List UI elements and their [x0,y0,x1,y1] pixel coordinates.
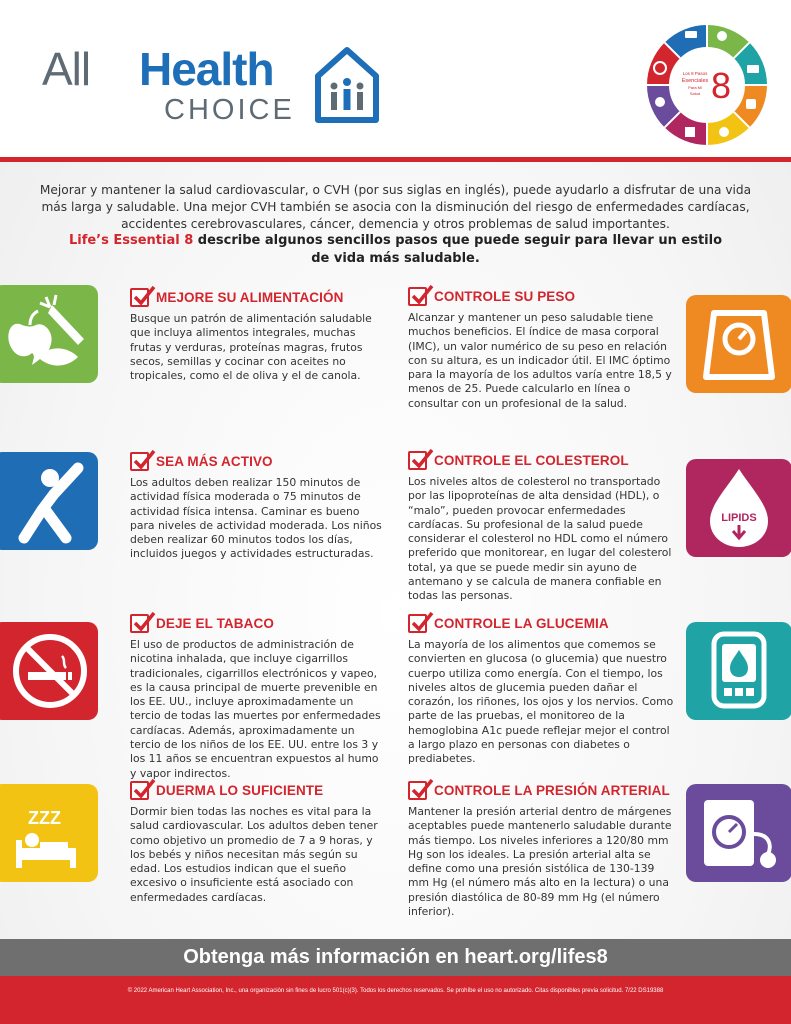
house-people-icon [312,42,382,124]
intro-summary-text: describe algunos sencillos pasos que puede seguir para llevar un estilo de vida más saludable. [193,233,723,266]
sleep-zzz-text: ZZZ [28,808,61,828]
glucose-body: La mayoría de los alimentos que comemos se convierten en glucosa (o glucemia) que nuestro cuerpo utiliza como energía. Con el tiempo, los niveles altos de glucemia pueden dañar el corazón, los riñones, los ojos y los nervios. Como parte de las pruebas, el monitoreo de la hemoglobina A1c puede reflejar mejor el control a largo plazo en personas con diabetes o prediabetes. [408,638,674,766]
glucose-meter-icon [686,622,791,720]
cholesterol-section [408,449,678,604]
glucose-title: CONTROLE LA GLUCEMIA [434,615,609,631]
tobacco-title: DEJE EL TABACO [156,615,274,631]
tobacco-section [130,612,386,781]
weight-section [408,285,676,411]
activity-body: Los adultos deben realizar 150 minutos de actividad física moderada o 75 minutos de actividad física intensa. Caminar es bueno para niveles de actividad moderada. Los niños deben realizar 60 minutos todos los días, incluidos juegos y actividades estructuradas. [130,476,382,561]
weight-title: CONTROLE SU PESO [434,288,576,304]
checkmark-icon [408,451,427,470]
cholesterol-body: Los niveles altos de colesterol no transportado por las lipoproteínas de alta densidad (HDL), o “malo”, pueden provocar enfermedades cardíacas. Su profesional de la salud puede considerar el colesterol no HDL como el número preferido que monitorear, en lugar del colesterol total, ya que se puede medir sin ayuno de antemano y se calcula de manera confiable en todas las personas. [408,475,672,603]
badge-text-line3: Para Mi [688,85,702,90]
cholesterol-tile [686,459,791,557]
checkmark-icon [408,614,427,633]
life-essential-8-highlight: Life’s Essential 8 [68,233,194,248]
glucose-tile [686,622,791,720]
stretching-person-icon [0,452,98,550]
diet-body: Busque un patrón de alimentación saludable que incluya alimentos integrales, muchas frutas y verduras, proteínas magras, frutos secos, semillas y cocinar con aceites no tropicales, como el de oliva y el de canola. [130,312,372,383]
header-divider [0,157,791,162]
badge-text-line2: Esenciales [681,78,709,84]
tobacco-body: El uso de productos de administración de nicotina inhalada, que incluye cigarrillos tradicionales, cigarrillos electrónicos y vapeo, es la causa principal de muerte prevenible en los EE. UU., incluye aproximadamente un tercio de todas las muertes por enfermedades cardíacas. Además, aproximadamente un tercio de los niños de los EE. UU. entre los 3 y los 11 años se encuentran expuestos al humo y vapor indirectos. [130,638,381,780]
lipids-label: LIPIDS [721,512,757,524]
intro-summary [60,232,731,268]
copyright-bar [0,976,791,1024]
checkmark-icon [130,614,149,633]
glucose-section [408,612,674,767]
checkmark-icon [408,781,427,800]
allhealth-choice-logo [42,42,382,127]
sleep-tile [0,784,98,882]
badge-number: 8 [710,65,732,106]
checkmark-icon [130,452,149,471]
logo-word-choice: CHOICE [164,94,295,126]
diet-section [130,286,386,383]
weight-tile [686,295,791,393]
checkmark-icon [408,287,427,306]
sleep-body: Dormir bien todas las noches es vital para la salud cardiovascular. Los adultos deben tener como objetivo un promedio de 7 a 9 horas, y los bebés y niños necesitan más según su edad. Los estudios indican que el sueño excesivo o insuficiente está asociado con enfermedades cardíacas. [130,805,378,904]
blood-pressure-tile [686,784,791,882]
badge-text-line4: Salud [689,91,701,96]
pressure-section [408,779,678,919]
diet-tile [0,285,98,383]
sleep-section [130,779,386,905]
lipids-drop-icon [686,459,791,557]
checkmark-icon [130,781,149,800]
call-to-action-link[interactable]: Obtenga más información en heart.org/lifes8 [183,946,608,968]
no-smoking-icon [0,622,98,720]
scale-icon [686,295,791,393]
life-essential-8-badge [644,22,770,148]
tobacco-tile [0,622,98,720]
cholesterol-title: CONTROLE EL COLESTEROL [434,452,629,468]
pressure-body: Mantener la presión arterial dentro de márgenes aceptables puede mantenerlo saludable durante más tiempo. Los niveles inferiores a 120/80 mm Hg son los ideales. La presión arterial alta se define como una presión sistólica de 130-139 mm Hg (el número más alto en la lectura) o una presión diastólica de 80-89 mm Hg (el número inferior). [408,805,672,919]
activity-tile [0,452,98,550]
copyright-text: © 2022 American Heart Association, Inc., una organización sin fines de lucro 501(c)(3). Todos los derechos reservados. Se prohíbe el uso no autorizado. Citas disponibles previa solicitud. 7/22 DS19388 [127,988,664,994]
activity-title: SEA MÁS ACTIVO [156,453,273,469]
healthy-food-icon [0,285,98,383]
intro-paragraph: Mejorar y mantener la salud cardiovascular, o CVH (por sus siglas en inglés), puede ayudarlo a disfrutar de una vida más larga y saludable. Una mejor CVH también se asocia con la disminución del riesgo de enfermedades cardíacas, accidentes cerebrovasculares, cáncer, demencia y otros problemas de salud importantes. [39,183,752,231]
logo-word-health: Health [139,43,274,95]
sleeping-bed-icon [0,784,98,882]
pressure-title: CONTROLE LA PRESIÓN ARTERIAL [434,782,670,798]
checkmark-icon [130,288,149,307]
diet-title: MEJORE SU ALIMENTACIÓN [156,289,344,305]
blood-pressure-monitor-icon [686,784,791,882]
activity-section [130,450,386,562]
badge-text-line1: Los 8 Pasos [682,71,708,76]
call-to-action-bar [0,939,791,976]
logo-word-all: All [42,43,91,95]
header [0,0,791,160]
sleep-title: DUERMA LO SUFICIENTE [156,782,324,798]
weight-body: Alcanzar y mantener un peso saludable tiene muchos beneficios. El índice de masa corporal (IMC), un valor numérico de su peso en relación con su altura, es un indicador útil. El IMC óptimo para la mayoría de los adultos varía entre 18,5 y menos de 25. Puede calcularlo en línea o consultar con un profesional de la salud. [408,311,672,410]
